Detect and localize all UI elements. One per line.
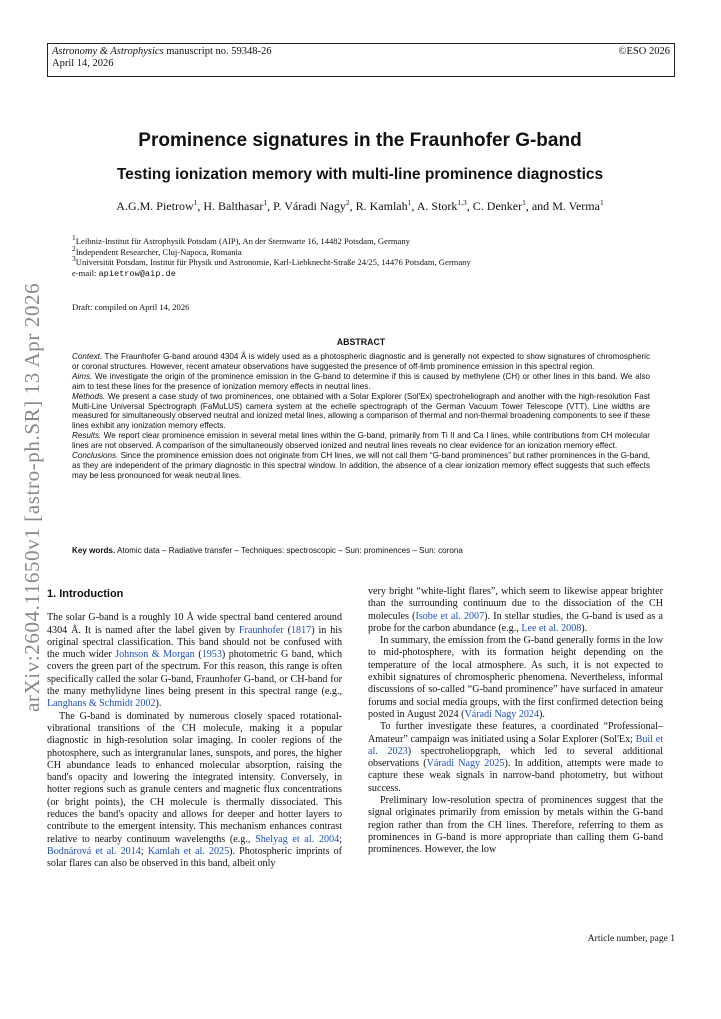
abstract <box>72 352 650 481</box>
body-text: The G-band is dominated by numerous closely spaced rotational-vibrational transitions of the CH molecule, making it a popular diagnostic in high-resolution solar imaging. In cooler regions of the photosphere, such as intergranular lanes, sunspots, and pores, the higher CH abundance leads to enhanced molecular absorption, raising the band's opacity and lowering the integrated intensity. Conversely, in hotter regions such as granule centers and magnetic flux concentrations (or bright points), the CH molecule is thermally dissociated. This reduces the band's opacity and allows for deeper and hotter layers to contribute to the emergent intensity. This mechanism enhances contrast relative to nearby continuum wavelengths (e.g., <box>47 710 342 845</box>
email-line <box>72 268 471 280</box>
author-affiliation-mark: 2 <box>345 198 350 207</box>
body-text: ). <box>155 698 162 710</box>
body-text: very bright “white-light flares”, which seem to likewise appear brighter than the surrounding continuum due to the dissociation of the CH molecules ( <box>368 586 663 622</box>
author-name: P. Váradi Nagy <box>273 199 346 213</box>
author <box>273 199 350 213</box>
citation-link[interactable]: Váradi Nagy 2025 <box>426 758 505 770</box>
body-paragraph <box>368 795 663 856</box>
author-affiliation-mark: 1 <box>263 198 268 207</box>
body-text: Preliminary low-resolution spectra of prominences suggest that the signal originates primarily from emission by metals within the G-band region rather than from the CH lines. Therefore, referring to them as prominences in G-band is more appropriate than calling them G-band prominences. However, the low <box>368 795 663 856</box>
keywords-text: Atomic data – Radiative transfer – Techniques: spectroscopic – Sun: prominences – Sun: corona <box>117 546 463 555</box>
abstract-text: We report clear prominence emission in several metal lines within the G-band, primarily from Ti II and Ca I lines, while contributions from CH molecular lines are not observed. A comparison of the simultaneously observed ionized and neutral lines reveals no clear evidence for an ionization memory effect. <box>72 431 650 451</box>
author-name: A.G.M. Pietrow <box>116 199 194 213</box>
abstract-paragraph <box>72 372 650 392</box>
author <box>203 199 267 213</box>
right-column <box>368 586 663 857</box>
author-name: H. Balthasar <box>203 199 264 213</box>
citation-link[interactable]: Buil et al. 2023 <box>368 733 664 757</box>
paper-subtitle: Testing ionization memory with multi-line prominence diagnostics <box>116 166 604 183</box>
body-text: ) in his original spectral classification. This band should not be confused with the much wider <box>47 624 342 661</box>
author <box>417 199 467 213</box>
author-name: M. Verma <box>552 199 600 213</box>
manuscript-header <box>47 43 675 77</box>
affiliation-number: 1 <box>72 233 76 243</box>
abstract-paragraph <box>72 352 650 372</box>
affiliation <box>72 254 471 268</box>
affiliation-number: 2 <box>72 243 76 253</box>
body-text: ). In stellar studies, the G-band is used as a probe for the carbon abundance (e.g., <box>368 610 663 634</box>
copyright-notice: ©ESO 2026 <box>618 46 670 57</box>
author-list: A.G.M. Pietrow$^1$, H. Balthasar$^1$, P. Váradi Nagy$^2$, R. Kamlah$^1$, A. Stork$^{1,3}$, C. Denker$^1$, and M. Verma$^1$ <box>116 198 604 213</box>
abstract-label: Methods. <box>72 391 106 401</box>
author-affiliation-mark: 1 <box>407 198 412 207</box>
body-paragraph <box>368 721 663 795</box>
citation-link[interactable]: 1953 <box>201 649 222 661</box>
abstract-paragraph <box>72 431 650 451</box>
citation-link[interactable]: Johnson & Morgan <box>115 649 195 661</box>
body-text: ; <box>140 845 148 857</box>
section-heading: 1. Introduction <box>47 588 124 600</box>
author-name: C. Denker <box>472 199 523 213</box>
affiliation-text: Leibniz-Institut für Astrophysik Potsdam (AIP), An der Sternwarte 16, 14482 Potsdam, Germany <box>75 236 410 246</box>
abstract-paragraph <box>72 451 650 481</box>
email-address[interactable]: apietrow@aip.de <box>98 268 176 279</box>
author <box>552 199 604 213</box>
paper-title: Prominence signatures in the Fraunhofer G-band <box>138 130 582 151</box>
affiliation <box>72 233 471 247</box>
abstract-heading: ABSTRACT <box>336 337 386 347</box>
email-label: e-mail: <box>72 267 97 278</box>
author <box>116 199 197 213</box>
body-text: ( <box>194 649 202 661</box>
author-name: A. Stork <box>416 199 458 213</box>
abstract-text: The Fraunhofer G-band around 4304 Å is widely used as a photospheric diagnostic and is generally not expected to show signatures of chromospheric or coronal structures. However, recent amateur observations have suggested the presence of off-limb prominence emission in this spectral region. <box>72 352 650 371</box>
body-text: ) spectroheliopgraph, which led to several additional observations ( <box>368 745 663 770</box>
body-text: In summary, the emission from the G-band generally forms in the low to mid-photosphere, with its formation height depending on the temperature of the local atmosphere. As such, it is not expected to exhibit signatures of chromospheric phenomena. Nevertheless, informal discussions of so-called “G-band prominence” have surfaced in amateur forums and social media groups, with the first confirmed detection being posted in August 2024 ( <box>368 635 663 720</box>
affiliation-text: Universität Potsdam, Institut für Physik und Astronomie, Karl-Liebknecht-Straße 24/25, 14476 Potsdam, Germany <box>75 257 471 267</box>
author <box>356 199 412 213</box>
body-text: ) photometric G band, which covers the green part of the spectrum. For this reason, this range is often specifically called the solar G-band, Fraunhofer G-band, or CH-band for the many methylidyne lines being present in this spectral range (e.g., <box>47 649 343 698</box>
abstract-label: Context. <box>72 352 103 361</box>
abstract-text: We investigate the origin of the prominence emission in the G-band to determine if this is caused by methylene (CH) or other lines in this band. We also aim to test these lines for the presence of ionization memory effects in neutral lines. <box>72 371 650 391</box>
left-column <box>47 588 342 871</box>
affiliation-text: Independent Researcher, Cluj-Napoca, Romania <box>75 246 242 257</box>
affiliations <box>72 233 471 279</box>
body-text: ). <box>581 622 588 634</box>
author <box>473 199 526 213</box>
body-paragraph <box>368 586 663 635</box>
body-paragraph <box>47 612 342 710</box>
abstract-label: Results. <box>72 431 102 441</box>
author-name: R. Kamlah <box>355 199 408 213</box>
keywords <box>72 546 650 555</box>
page-footer: Article number, page 1 <box>587 934 675 944</box>
abstract-label: Aims. <box>72 371 93 381</box>
author-affiliation-mark: 1 <box>599 198 604 207</box>
citation-link[interactable]: 1817 <box>291 624 312 636</box>
citation-link[interactable]: Shelyag et al. 2004 <box>255 833 340 845</box>
citation-link[interactable]: Váradi Nagy 2024 <box>464 708 540 720</box>
journal-line <box>52 46 670 58</box>
abstract-label: Conclusions. <box>72 451 119 461</box>
body-text: ( <box>283 624 291 636</box>
citation-link[interactable]: Isobe et al. 2007 <box>415 610 485 622</box>
citation-link[interactable]: Lee et al. 2008 <box>521 622 582 634</box>
body-text: To further investigate these features, a coordinated “Professional–Amateur” campaign was initiated using a Solar Explorer (Sol'Ex; <box>368 721 663 745</box>
manuscript-date: April 14, 2026 <box>52 58 114 69</box>
keywords-label: Key words. <box>72 546 116 555</box>
arxiv-stamp: arXiv:2604.11650v1 [astro-ph.SR] 13 Apr 2026 <box>20 282 44 712</box>
author-affiliation-mark: 1 <box>522 198 526 207</box>
body-paragraph <box>368 635 663 721</box>
affiliation-number: 3 <box>72 254 76 264</box>
citation-link[interactable]: Fraunhofer <box>238 624 284 636</box>
body-text: ). Photospheric imprints of solar flares can also be observed in this band, albeit only <box>47 845 343 870</box>
journal-name: Astronomy & Astrophysics <box>52 46 164 57</box>
affiliation <box>72 243 471 258</box>
abstract-paragraph <box>72 392 650 432</box>
body-text: The solar G-band is a roughly 10 Å wide spectral band centered around 4304 Å. It is named after the label given by <box>47 612 342 636</box>
author-affiliation-mark: 1,3 <box>457 198 467 207</box>
abstract-text: Since the prominence emission does not originate from CH lines, we will not call them “G-band prominences” but rather prominences in the G-band, as they are independent of the primary diagnostic in this spectral window. In addition, the absence of a clear ionization memory effect suggests that such effects may be less pronounced for weak neutral lines. <box>72 451 650 480</box>
body-text: ). <box>539 708 545 720</box>
body-paragraph <box>47 711 342 871</box>
citation-link[interactable]: Kamlah et al. 2025 <box>147 845 230 857</box>
manuscript-number: manuscript no. 59348-26 <box>166 46 272 57</box>
body-text: ). In addition, attempts were made to capture these weak signals in narrow-band photometry, but without success. <box>368 758 664 794</box>
body-text: ; <box>339 833 342 845</box>
citation-link[interactable]: Langhans & Schmidt 2002 <box>47 698 156 710</box>
author-affiliation-mark: 1 <box>193 198 198 207</box>
abstract-text: We present a case study of two prominences, one obtained with a Solar Explorer (Sol'Ex) spectroheliograph and another with the high-resolution Fast Multi-Line Universal Spectrograph (FaMuLUS) camera system at the echelle spectrograph of the German Vacuum Tower Telescope (VTT). Line widths are measured for simultaneously observed neutral and ionized metal lines, allowing a comparison of thermal and non-thermal broadening components to see if these lines exhibit any ionization memory effects. <box>72 391 650 431</box>
draft-note: Draft: compiled on April 14, 2026 <box>72 302 190 312</box>
citation-link[interactable]: Bodnárová et al. 2014 <box>47 845 141 857</box>
